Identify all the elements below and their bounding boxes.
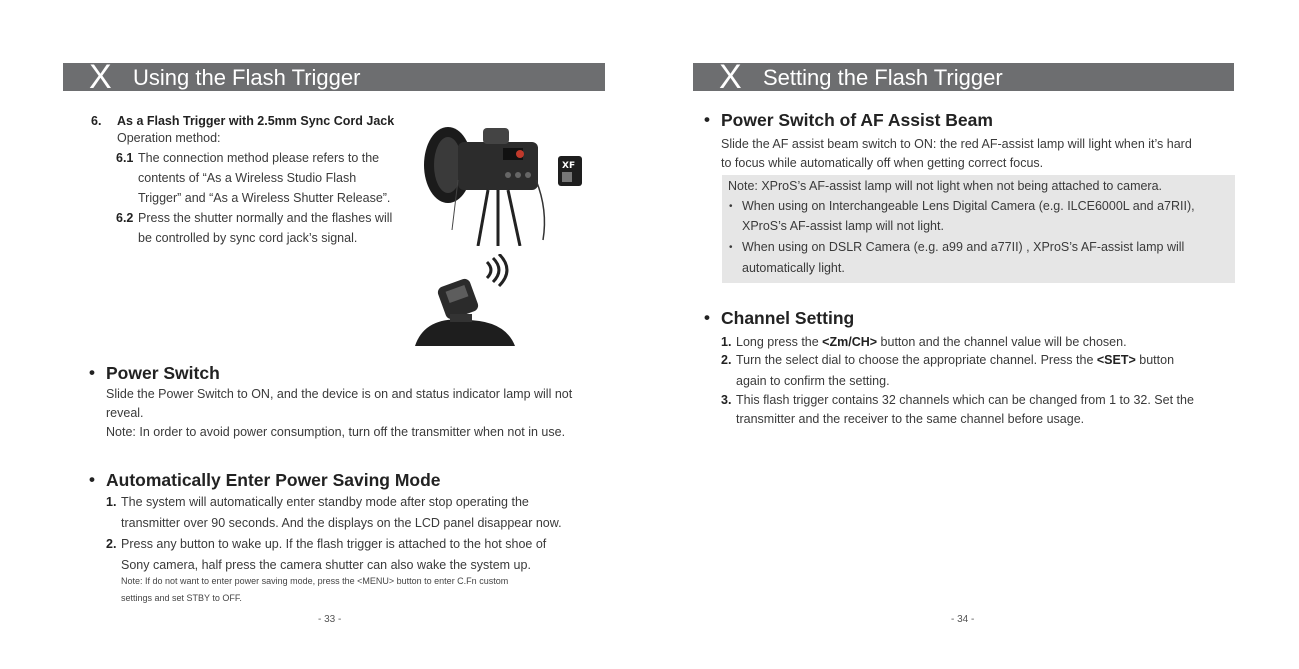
- left-page: [0, 0, 649, 669]
- power-saving-note-line2: settings and set STBY to OFF.: [121, 593, 242, 603]
- zm-ch-key: <Zm/CH>: [822, 335, 878, 349]
- channel-step3-line2: transmitter and the receiver to the same channel before usage.: [736, 412, 1085, 426]
- step-6-2-line1: Press the shutter normally and the flashes will: [138, 211, 393, 225]
- power-switch-line1: Slide the Power Switch to ON, and the device is on and status indicator lamp will not: [106, 387, 573, 401]
- bullet-dot-icon: •: [89, 363, 95, 382]
- channel-heading: Channel Setting: [721, 308, 855, 328]
- bullet-small-icon: •: [729, 242, 733, 253]
- bullet-small-icon: •: [729, 201, 733, 212]
- operation-method: Operation method:: [117, 131, 221, 145]
- af-note-line1: Note: XProS’s AF-assist lamp will not light when not being attached to camera.: [728, 179, 1163, 193]
- section6-heading: As a Flash Trigger with 2.5mm Sync Cord Jack: [117, 114, 395, 128]
- power-saving-item2-line1: Press any button to wake up. If the flash trigger is attached to the hot shoe of: [121, 537, 547, 551]
- bullet-dot-icon: •: [704, 308, 710, 327]
- x-logo-icon: X: [89, 58, 112, 96]
- right-banner: [693, 58, 1234, 96]
- step-6-2-line2: be controlled by sync cord jack’s signal.: [138, 231, 358, 245]
- trigger-camera-image: [405, 254, 525, 346]
- step-6-1-line3: Trigger” and “As a Wireless Shutter Release”.: [138, 191, 391, 205]
- power-saving-item1-number: 1.: [106, 495, 117, 509]
- power-saving-note-line1: Note: If do not want to enter power saving mode, press the <MENU> button to enter C.Fn custom: [121, 576, 509, 586]
- left-page-number: - 33 -: [318, 614, 342, 625]
- section6-number: 6.: [91, 114, 102, 128]
- power-saving-item2-line2: Sony camera, half press the camera shutter can also wake the system up.: [121, 558, 531, 572]
- step-6-1-line2: contents of “As a Wireless Studio Flash: [138, 171, 357, 185]
- af-note-bullet1-line2: XProS’s AF-assist lamp will not light.: [742, 219, 944, 233]
- channel-step2-line2: again to confirm the setting.: [736, 374, 890, 388]
- af-beam-line2: to focus while automatically off when getting correct focus.: [721, 156, 1044, 170]
- power-switch-note: Note: In order to avoid power consumption, turn off the transmitter when not in use.: [106, 425, 566, 439]
- channel-step3-number: 3.: [721, 393, 732, 407]
- set-key: <SET>: [1096, 353, 1136, 367]
- af-beam-line1: Slide the AF assist beam switch to ON: the red AF-assist lamp will light when it’s hard: [721, 137, 1192, 151]
- af-note-bullet1-line1: When using on Interchangeable Lens Digital Camera (e.g. ILCE6000L and a7RII),: [742, 199, 1195, 213]
- channel-step3-line1: This flash trigger contains 32 channels which can be changed from 1 to 32. Set the: [736, 393, 1194, 407]
- af-note-bullet2-line1: When using on DSLR Camera (e.g. a99 and a77II) , XProS’s AF-assist lamp will: [742, 240, 1185, 254]
- right-page-number: - 34 -: [951, 614, 975, 625]
- bullet-dot-icon: •: [704, 110, 710, 129]
- x-logo-icon: X: [719, 58, 742, 96]
- channel-step1-number: 1.: [721, 335, 732, 349]
- right-banner-title: Setting the Flash Trigger: [763, 65, 1003, 90]
- power-switch-heading: Power Switch: [106, 363, 220, 383]
- step-6-1-number: 6.1: [116, 151, 134, 165]
- power-saving-item2-number: 2.: [106, 537, 117, 551]
- af-beam-heading: Power Switch of AF Assist Beam: [721, 110, 993, 130]
- af-note-bullet2-line2: automatically light.: [742, 261, 845, 275]
- channel-step2-text: Turn the select dial to choose the appropriate channel. Press the <SET> button: [736, 353, 1175, 367]
- power-switch-line2: reveal.: [106, 406, 144, 420]
- studio-flash-image: [418, 120, 596, 246]
- left-banner: [63, 58, 605, 96]
- left-banner-title: Using the Flash Trigger: [133, 65, 361, 90]
- power-saving-item1-line1: The system will automatically enter standby mode after stop operating the: [121, 495, 529, 509]
- channel-step2-number: 2.: [721, 353, 732, 367]
- power-saving-heading: Automatically Enter Power Saving Mode: [106, 470, 441, 490]
- bullet-dot-icon: •: [89, 470, 95, 489]
- right-page: [649, 0, 1299, 669]
- channel-step1-text: Long press the <Zm/CH> button and the channel value will be chosen.: [736, 335, 1127, 349]
- step-6-1-line1: The connection method please refers to the: [138, 151, 380, 165]
- xf-label: XF: [562, 161, 576, 171]
- power-saving-item1-line2: transmitter over 90 seconds. And the displays on the LCD panel disappear now.: [121, 516, 562, 530]
- step-6-2-number: 6.2: [116, 211, 134, 225]
